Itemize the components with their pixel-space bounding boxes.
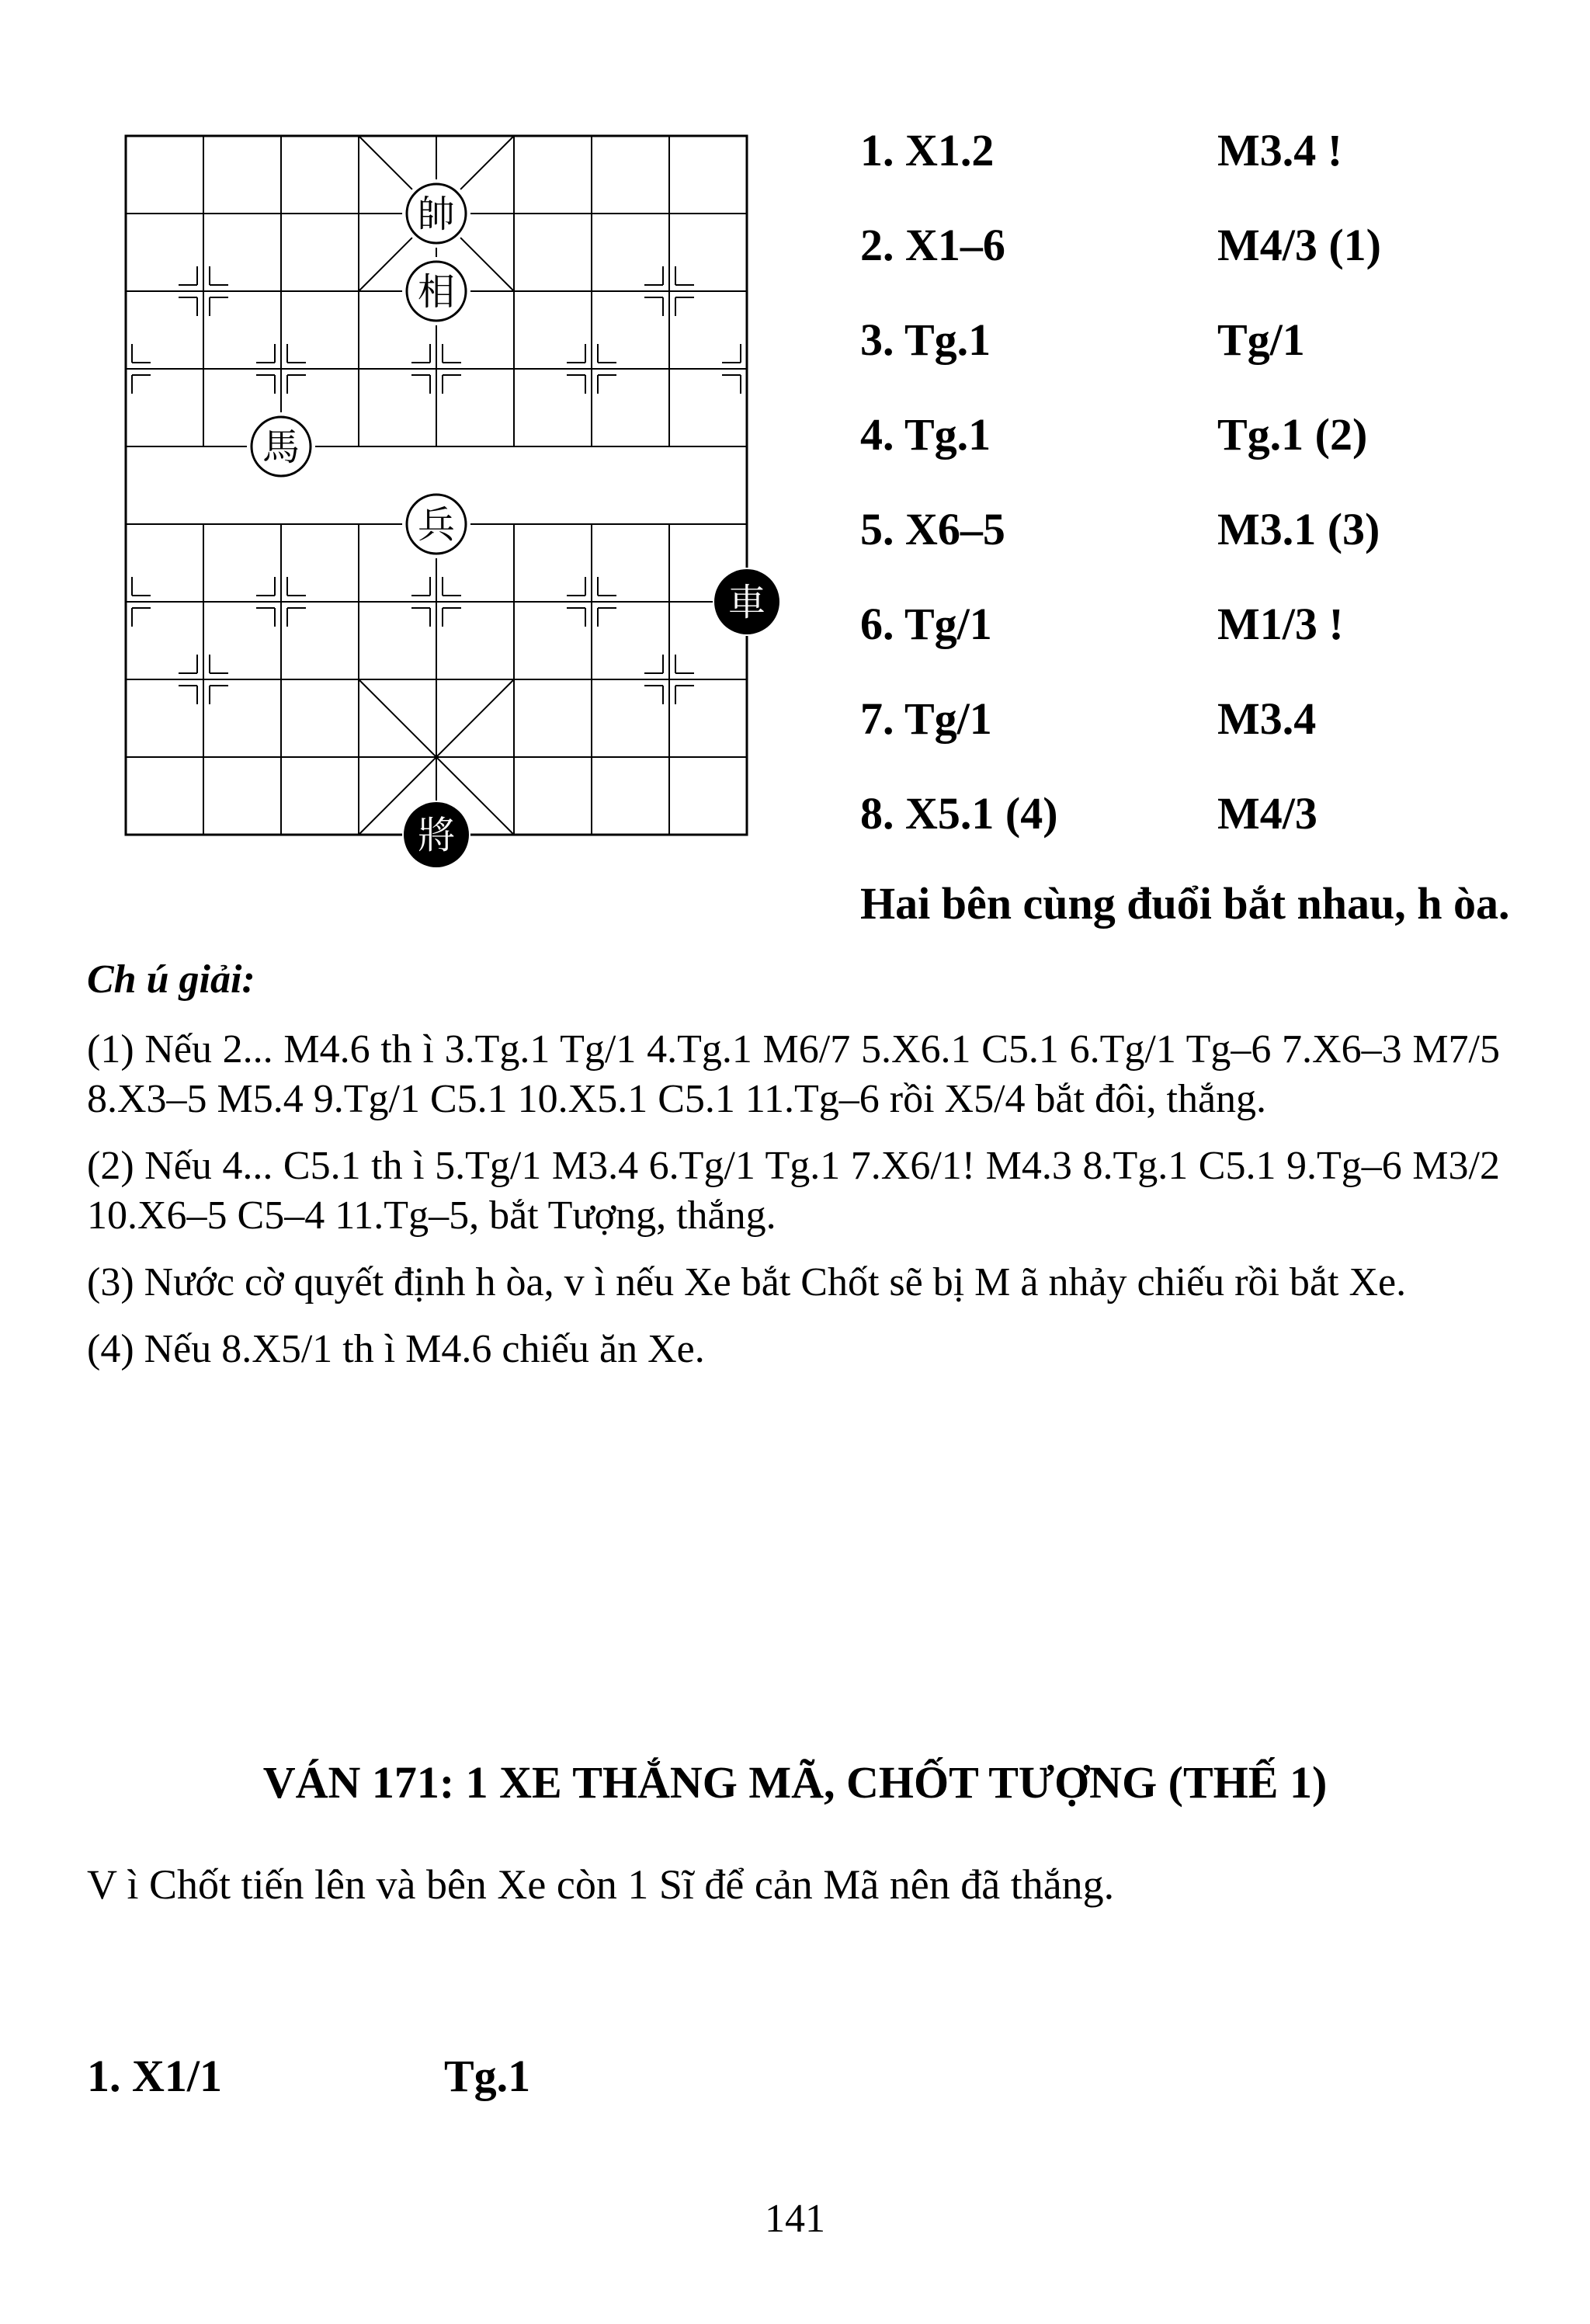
move-row xyxy=(860,481,1559,576)
move-row xyxy=(860,292,1559,387)
board-svg xyxy=(101,109,815,885)
notes-heading: Ch ú giải: xyxy=(87,957,255,1002)
note-item: (1) Nếu 2... M4.6 th ì 3.Tg.1 Tg/1 4.Tg.1 M6/7 5.X6.1 C5.1 6.Tg/1 Tg–6 7.X6–3 M7/5 8.X3–5 M5.4 9.Tg/1 C5.1 10.X5.1 C5.1 11.Tg–6 rồi X5/4 bắt đôi, thắng. xyxy=(87,1027,1500,1121)
red-move: 8. X5.1 (4) xyxy=(860,787,1058,839)
piece-label: 帥 xyxy=(417,193,456,236)
move-row xyxy=(860,576,1559,671)
note-item: (2) Nếu 4... C5.1 th ì 5.Tg/1 M3.4 6.Tg/1 Tg.1 7.X6/1! M4.3 8.Tg.1 C5.1 9.Tg–6 M3/2 10.X6–5 C5–4 11.Tg–5, bắt Tượng, thắng. xyxy=(87,1144,1500,1238)
piece-label: 將 xyxy=(417,814,456,857)
red-move: 5. X6–5 xyxy=(860,503,1005,554)
black-move: M3.1 (3) xyxy=(1217,503,1380,554)
black-move: M4/3 xyxy=(1217,787,1317,839)
game-result: Hai bên cùng đuổi bắt nhau, h òa. xyxy=(860,878,1510,929)
black-move: Tg/1 xyxy=(1217,314,1305,365)
red-move: 3. Tg.1 xyxy=(860,314,991,365)
red-piece xyxy=(402,490,470,558)
move-row xyxy=(860,671,1559,766)
note-item: (4) Nếu 8.X5/1 th ì M4.6 chiếu ăn Xe. xyxy=(87,1327,705,1371)
red-move: 4. Tg.1 xyxy=(860,408,991,460)
red-piece xyxy=(402,257,470,325)
page-number: 141 xyxy=(765,2197,825,2241)
black-move: M3.4 ! xyxy=(1217,124,1343,175)
red-move: 1. X1.2 xyxy=(860,124,995,175)
red-move: 6. Tg/1 xyxy=(860,598,992,649)
red-piece xyxy=(402,179,470,248)
piece-label: 相 xyxy=(417,270,456,314)
move-row xyxy=(860,766,1559,860)
black-move: Tg.1 (2) xyxy=(1217,408,1368,460)
next-move-black: Tg.1 xyxy=(444,2051,531,2101)
move-row xyxy=(860,102,1559,197)
section-intro: V ì Chốt tiến lên và bên Xe còn 1 Sĩ để cản Mã nên đã thắng. xyxy=(87,1861,1115,1908)
black-move: M3.4 xyxy=(1217,693,1317,744)
piece-label: 車 xyxy=(727,581,766,624)
black-move: M4/3 (1) xyxy=(1217,219,1381,270)
xiangqi-board-diagram xyxy=(101,109,815,885)
move-row xyxy=(860,387,1559,481)
red-piece xyxy=(247,412,315,481)
black-piece xyxy=(713,568,781,636)
piece-label: 兵 xyxy=(417,503,456,547)
piece-label: 馬 xyxy=(262,426,300,469)
red-move: 2. X1–6 xyxy=(860,219,1005,270)
move-row xyxy=(860,197,1559,292)
move-list xyxy=(860,102,1559,860)
black-move: M1/3 ! xyxy=(1217,598,1344,649)
next-move-red: 1. X1/1 xyxy=(87,2051,222,2101)
red-move: 7. Tg/1 xyxy=(860,693,992,744)
section-title: VÁN 171: 1 XE THẮNG MÃ, CHỐT TƯỢNG (THẾ 1) xyxy=(262,1757,1328,1808)
black-piece xyxy=(402,801,470,869)
note-item: (3) Nước cờ quyết định h òa, v ì nếu Xe bắt Chốt sẽ bị M ã nhảy chiếu rồi bắt Xe. xyxy=(87,1260,1407,1304)
notes-list xyxy=(87,1025,1500,1391)
